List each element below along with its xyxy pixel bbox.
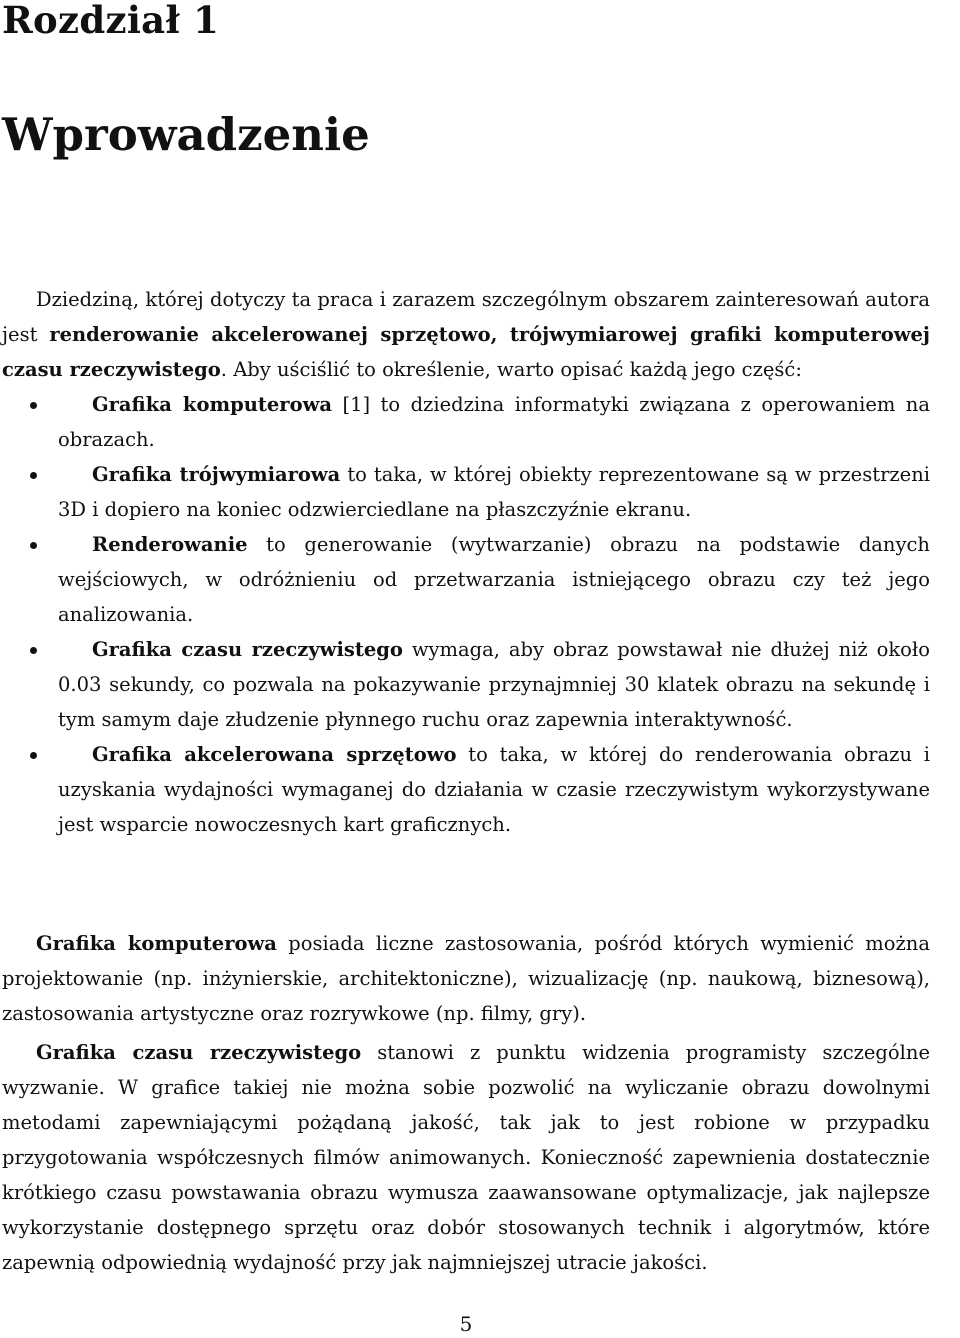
- intro-text-start: Dziedziną, której dotyczy ta praca i zarazem szczególnym obszarem zainteresowań autora jest: [2, 288, 930, 346]
- list-item-text: to generowanie (wytwarzanie) obrazu na podstawie danych wejściowych, w odróżnieniu od przetwarzania istniejącego obrazu czy też jego analizowania.: [58, 533, 930, 626]
- list-item-text: wymaga, aby obraz powstawał nie dłużej niż około 0.03 sekundy, co pozwala na pokazywanie przynajmniej 30 klatek obrazu na sekundę i tym samym daje złudzenie płynnego ruchu oraz zapewnia interaktywność.: [58, 638, 930, 731]
- list-item: [2, 527, 930, 632]
- list-item: [2, 632, 930, 737]
- paragraph-text: posiada liczne zastosowania, pośród których wymienić można projektowanie (np. inżynierskie, architektoniczne), wizualizację (np. naukową, biznesową), zastosowania artystyczne oraz rozrywkowe (np. filmy, gry).: [2, 932, 930, 1025]
- paragraph-realtime: [2, 1035, 930, 1280]
- definition-list: [2, 387, 930, 842]
- paragraph-applications: [2, 926, 930, 1031]
- paragraph-text: stanowi z punktu widzenia programisty szczególne wyzwanie. W grafice takiej nie można sobie pozwolić na wyliczanie obrazu dowolnymi metodami zapewniającymi pożądaną jakość, tak jak to jest robione w przypadku przygotowania współczesnych filmów animowanych. Konieczność zapewnienia dostatecznie krótkiego czasu powstawania obrazu wymusza zaawansowane optymalizacje, jak najlepsze wykorzystanie dostępnego sprzętu oraz dobór stosowanych technik i algorytmów, które zapewnią odpowiednią wydajność przy jak najmniejszej utracie jakości.: [2, 1041, 930, 1274]
- list-item-text: to taka, w której do renderowania obrazu i uzyskania wydajności wymaganej do działania w czasie rzeczywistym wykorzystywane jest wsparcie nowoczesnych kart graficznych.: [58, 743, 931, 836]
- intro-paragraph: [2, 282, 930, 387]
- page-number: 5: [459, 1312, 473, 1336]
- bullet-icon: [30, 402, 37, 409]
- list-item: [2, 737, 930, 842]
- bullet-icon: [30, 752, 37, 759]
- intro-section: [2, 282, 930, 842]
- list-item-text: [1] to dziedzina informatyki związana z operowaniem na obrazach.: [58, 393, 930, 451]
- list-item-term: Grafika czasu rzeczywistego: [92, 638, 403, 661]
- chapter-title: Wprowadzenie: [2, 108, 370, 161]
- intro-bold-phrase: renderowanie akcelerowanej sprzętowo, trójwymiarowej grafiki komputerowej czasu rzeczywistego: [2, 323, 930, 381]
- list-item-term: Grafika akcelerowana sprzętowo: [92, 743, 457, 766]
- bullet-icon: [30, 542, 37, 549]
- list-item-term: Grafika komputerowa: [92, 393, 333, 416]
- list-item-text: to taka, w której obiekty reprezentowane są w przestrzeni 3D i dopiero na koniec odzwierciedlane na płaszczyźnie ekranu.: [58, 463, 930, 521]
- list-item: [2, 457, 930, 527]
- list-item-term: Grafika trójwymiarowa: [92, 463, 341, 486]
- paragraph-term: Grafika czasu rzeczywistego: [36, 1041, 362, 1064]
- chapter-label: Rozdział 1: [2, 0, 220, 42]
- bullet-icon: [30, 647, 37, 654]
- list-item: [2, 387, 930, 457]
- bullet-icon: [30, 472, 37, 479]
- intro-text-end: . Aby uściślić to określenie, warto opisać każdą jego część:: [220, 358, 802, 381]
- paragraph-term: Grafika komputerowa: [36, 932, 277, 955]
- list-item-term: Renderowanie: [92, 533, 248, 556]
